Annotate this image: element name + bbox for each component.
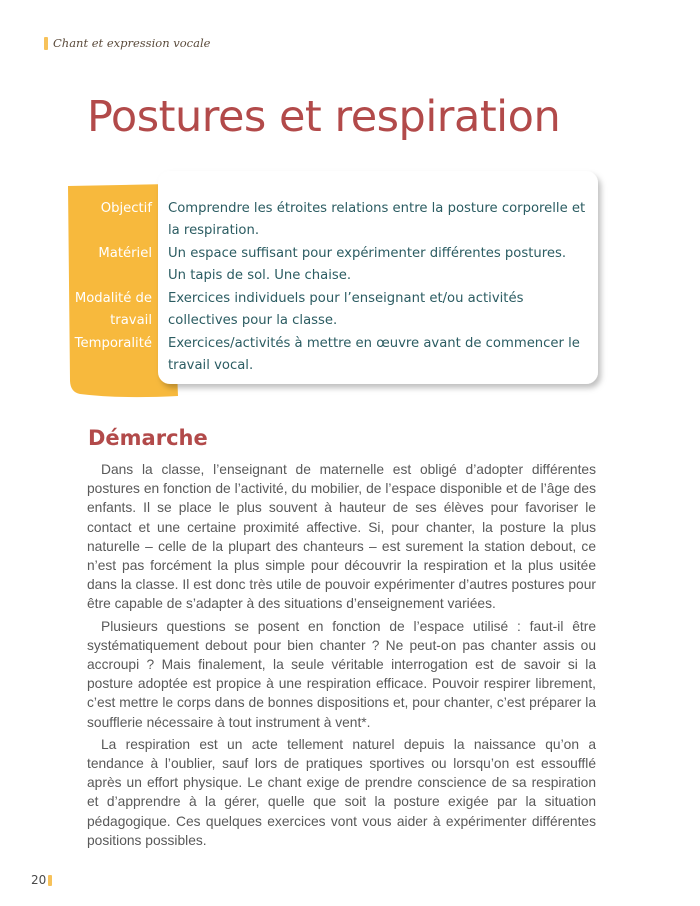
footer-accent-bar [48,875,52,886]
info-row-temporalite [66,333,586,376]
paragraph: Dans la classe, l’enseignant de maternelle est obligé d’adopter différentes postures en fonction de l’activité, du mobilier, de l’espace disponible et de l’âge des enfants. Il se place le plus souvent à hauteur de ses élèves pour favoriser le contact et une certaine proximité affective. Si, pour chanter, la posture la plus naturelle – celle de la plupart des chanteurs – est surement la station debout, ce n’est pas forcément la plus simple pour découvrir la respiration et la plus usitée dans la classe. Il est donc très utile de pouvoir expérimenter d’autres postures pour être capable de s’adapter à des situations d’enseignement variées. [87,462,596,612]
info-value: Exercices/activités à mettre en œuvre avant de commencer le travail vocal. [168,336,580,373]
section-title: Démarche [88,426,208,450]
info-row-materiel [66,243,586,286]
page-number: 20 [31,873,47,887]
info-value: Comprendre les étroites relations entre la posture corporelle et la respiration. [168,201,586,238]
info-label: Temporalité [74,336,152,351]
info-label: Matériel [98,246,152,261]
paragraph: La respiration est un acte tellement naturel depuis la naissance qu’on a tendance à l’oublier, sauf lors de pratiques sportives ou lorsqu’on est essoufflé après un effort physique. Le chant exige de prendre conscience de sa respiration et d’apprendre à la gérer, quelle que soit la posture exigée par la situation pédagogique. Ces quelques exercices vont vous aider à expérimenter différentes positions possibles. [87,736,596,848]
section-body [87,460,596,853]
info-row-objectif [66,198,586,241]
info-box [66,198,586,378]
info-value: Un espace suffisant pour expérimenter différentes postures. Un tapis de sol. Une chaise. [168,246,567,283]
info-row-modalite [66,288,586,331]
info-value: Exercices individuels pour l’enseignant et/ou activités collectives pour la classe. [168,291,524,328]
page-title: Postures et respiration [87,92,561,142]
running-header: Chant et expression vocale [53,36,211,50]
paragraph: Plusieurs questions se posent en fonction de l’espace utilisé : faut-il être systématiquement debout pour bien chanter ? Ne peut-on pas chanter assis ou accroupi ? Mais finalement, la seule véritable interrogation est de savoir si la posture adoptée est propice à une respiration efficace. Pouvoir respirer librement, c’est mettre le corps dans de bonnes dispositions et, pour chanter, c’est préparer la soufflerie nécessaire à tout instrument à vent*. [87,618,596,730]
info-label: Modalité de travail [74,291,152,328]
info-label: Objectif [100,201,152,216]
